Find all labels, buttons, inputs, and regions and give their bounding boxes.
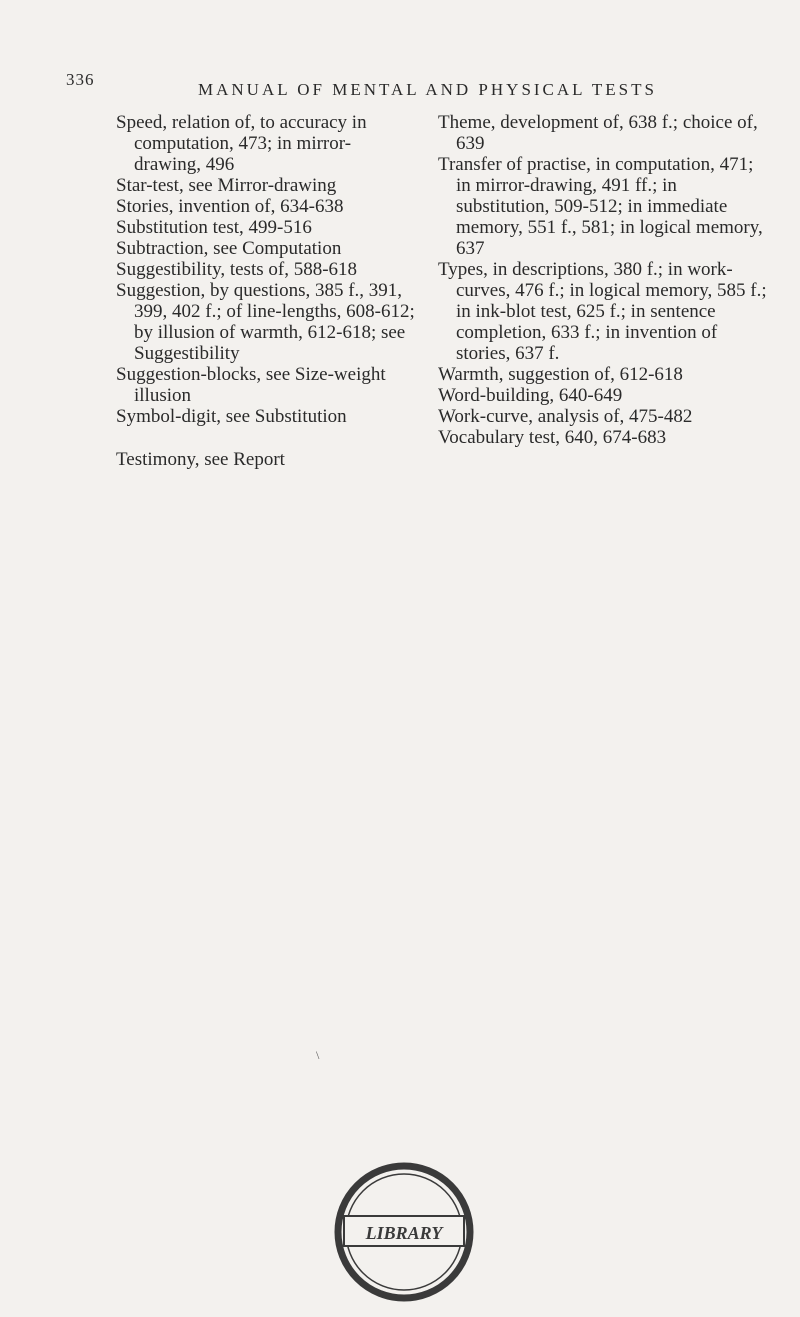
- index-entry: Symbol-digit, see Substitution: [116, 406, 347, 427]
- index-entry: Work-curve, analysis of, 475-482: [438, 406, 693, 427]
- index-entry: Stories, invention of, 634-638: [116, 196, 344, 217]
- running-head: MANUAL OF MENTAL AND PHYSICAL TESTS: [198, 80, 657, 99]
- index-entry: Star-test, see Mirror-drawing: [116, 175, 337, 196]
- index-entry: Theme, development of, 638 f.; choice of, 639: [438, 112, 758, 154]
- library-stamp-icon: [324, 1148, 484, 1308]
- index-entry: Suggestion-blocks, see Size-weight illusion: [116, 364, 386, 406]
- index-entry: Testimony, see Report: [116, 449, 285, 470]
- index-entry: Warmth, suggestion of, 612-618: [438, 364, 683, 385]
- pencil-check-mark: \: [316, 1048, 320, 1062]
- index-entry: Suggestibility, tests of, 588-618: [116, 259, 358, 280]
- index-entry: Types, in descriptions, 380 f.; in work-curves, 476 f.; in logical memory, 585 f.; in ink-blot test, 625 f.; in sentence completion, 633 f.; in invention of stories, 637 f.: [438, 259, 767, 364]
- index-entry: Speed, relation of, to accuracy in computation, 473; in mirror-drawing, 496: [116, 112, 367, 175]
- stamp-text: LIBRARY: [365, 1223, 443, 1243]
- index-entry: Subtraction, see Computation: [116, 238, 342, 259]
- index-column-right: [438, 112, 768, 448]
- index-entry: Transfer of practise, in computation, 471; in mirror-drawing, 491 ff.; in substitution, 509-512; in immediate memory, 551 f., 581; in logical memory, 637: [438, 154, 763, 259]
- page-number: 336: [66, 70, 95, 89]
- index-entry: Suggestion, by questions, 385 f., 391, 399, 402 f.; of line-lengths, 608-612; by illusion of warmth, 612-618; see Suggestibility: [116, 280, 415, 364]
- index-column-left: [116, 112, 416, 470]
- index-entry: Substitution test, 499-516: [116, 217, 312, 238]
- index-entry: Vocabulary test, 640, 674-683: [438, 427, 667, 448]
- index-entry: Word-building, 640-649: [438, 385, 623, 406]
